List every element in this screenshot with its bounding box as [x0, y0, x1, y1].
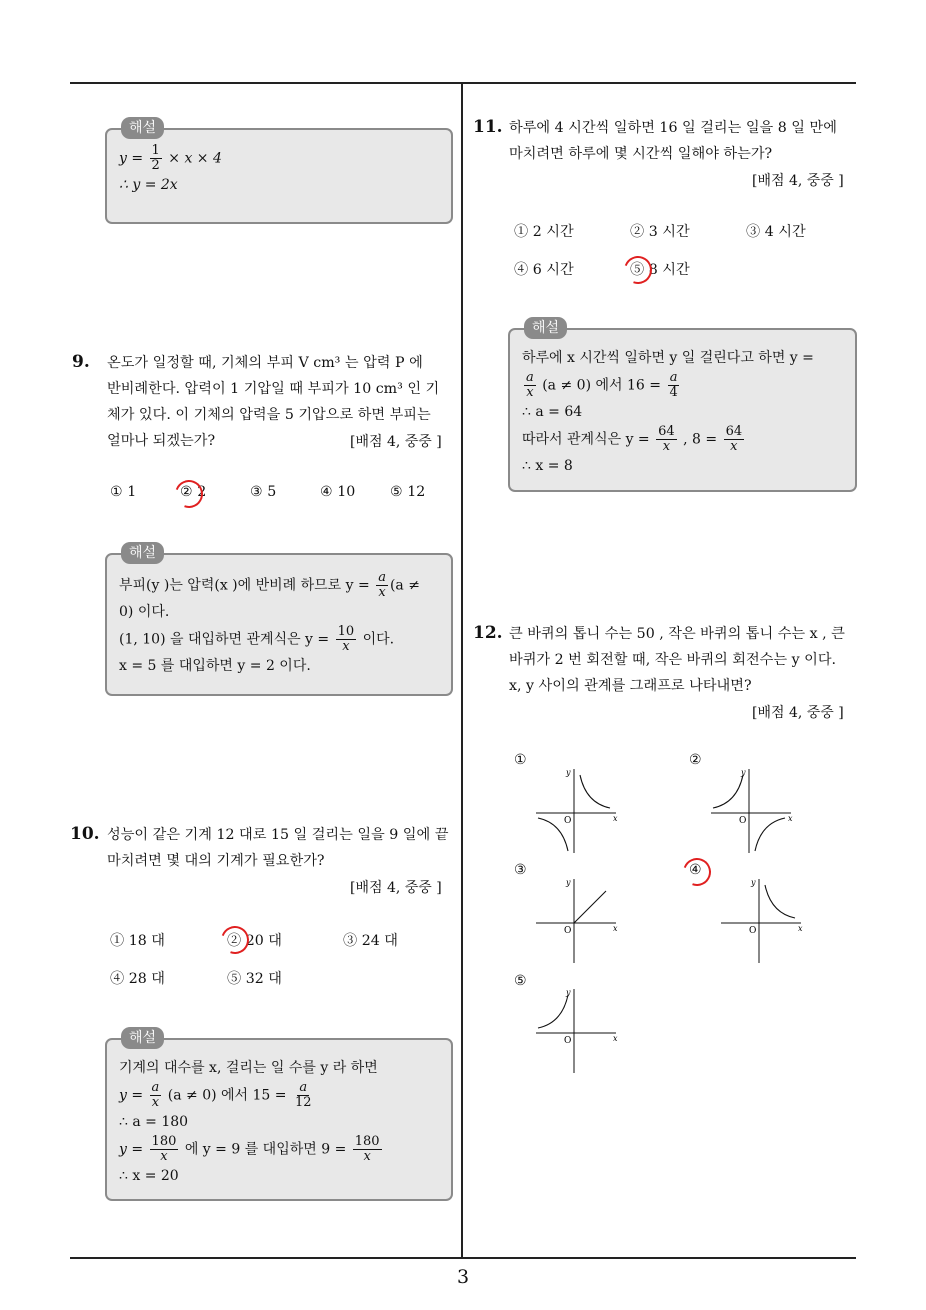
q11-option-3[interactable]: ③ 4 시간: [746, 224, 806, 240]
q12-graph-4[interactable]: [715, 875, 805, 965]
q9-option-5[interactable]: ⑤ 12: [390, 484, 426, 500]
q9-solution-box: [105, 545, 453, 696]
q10-solution-line1: 기계의 대수를 x, 걸리는 일 수를 y 라 하면: [119, 1060, 378, 1076]
solution-tag: 해설: [121, 542, 164, 564]
q10-option-3[interactable]: ③ 24 대: [343, 933, 398, 949]
solution-tag: 해설: [524, 317, 567, 339]
q11-solution-line3: ∴ a = 64: [522, 404, 583, 420]
q10-solution-line5: ∴ x = 20: [119, 1168, 179, 1184]
answer-circle-mark: [216, 921, 253, 958]
q11-number: 11.: [473, 117, 503, 137]
q12-option-5-label[interactable]: ⑤: [514, 973, 527, 989]
y-axis-label: y: [566, 988, 571, 997]
q12-text: 큰 바퀴의 톱니 수는 50 , 작은 바퀴의 톱니 수는 x , 큰 바퀴가 2 번 회전할 때, 작은 바퀴의 회전수는 y 이다. x, y 사이의 관계를 그래프로 나타내면?: [509, 626, 845, 694]
solution-tag: 해설: [121, 117, 164, 139]
q12-option-2-label[interactable]: ②: [689, 752, 702, 768]
y-axis-label: y: [566, 878, 571, 887]
q12-number: 12.: [473, 623, 503, 643]
q8-solution-line1: y = $\frac{1}{2}$ × x × 4: [119, 143, 222, 173]
top-rule: [70, 82, 856, 84]
x-axis-label: x: [613, 814, 618, 823]
q10-solution-box: [105, 1030, 453, 1201]
y-axis-label: y: [566, 768, 571, 777]
q9-text: 온도가 일정할 때, 기체의 부피 V cm³ 는 압력 P 에 반비례한다. 압력이 1 기압일 때 부피가 10 cm³ 인 기 체가 있다. 이 기체의 압력을 5 기압으로 하면 부피는 얼마나 되겠는가?: [107, 355, 440, 449]
fraction: $\frac{1}{2}$: [151, 143, 160, 173]
q11-option-1[interactable]: ① 2 시간: [514, 224, 574, 240]
q11-option-2[interactable]: ② 3 시간: [630, 224, 690, 240]
page-number: 3: [456, 1266, 470, 1288]
q9-option-1[interactable]: ① 1: [110, 484, 137, 500]
q12-score: [배점 4, 중중 ]: [752, 705, 844, 721]
q12-graph-1[interactable]: [530, 765, 620, 855]
q9-score: [배점 4, 중중 ]: [350, 434, 442, 450]
q12-option-1-label[interactable]: ①: [514, 752, 527, 768]
q11-solution-line4: 따라서 관계식은 y = $\frac{64}{x}$ , 8 = $\frac{64}{x}$: [522, 424, 743, 454]
answer-circle-mark: [170, 475, 207, 512]
q11-score: [배점 4, 중중 ]: [752, 173, 844, 189]
q11-text: 하루에 4 시간씩 일하면 16 일 걸리는 일을 8 일 만에 마치려면 하루에 몇 시간씩 일해야 하는가?: [509, 120, 837, 162]
x-axis-label: x: [788, 814, 793, 823]
q8-solution-box: [105, 120, 453, 224]
q12-graph-2[interactable]: [705, 765, 795, 855]
q10-text: 성능이 같은 기계 12 대로 15 일 걸리는 일을 9 일에 끝 마치려면 몇 대의 기계가 필요한가?: [107, 827, 449, 869]
q9-option-4[interactable]: ④ 10: [320, 484, 356, 500]
origin-label: O: [739, 816, 747, 826]
q10-option-2[interactable]: ② 20 대: [227, 933, 282, 949]
q10-solution-line4: y = $\frac{180}{x}$ 에 y = 9 를 대입하면 9 = $\frac{180}{x}$: [119, 1134, 380, 1164]
q12-graph-3[interactable]: [530, 875, 620, 965]
origin-label: O: [749, 926, 757, 936]
q11-option-5[interactable]: ⑤ 8 시간: [630, 262, 690, 278]
q10-number: 10.: [70, 824, 100, 844]
q9-solution-line3: (1, 10) 을 대입하면 관계식은 y = $\frac{10}{x}$ 이다.: [119, 624, 395, 654]
answer-circle-mark: [619, 251, 656, 288]
q9-solution-line1: 부피(y )는 압력(x )에 반비례 하므로 y = $\frac{a}{x}$ (a ≠: [119, 570, 420, 600]
bottom-rule: [70, 1257, 856, 1259]
q11-solution-line2: $\frac{a}{x}$ (a ≠ 0) 에서 16 = $\frac{a}{4}$: [526, 370, 678, 400]
q9-option-2[interactable]: ② 2: [180, 484, 207, 500]
y-axis-label: y: [741, 768, 746, 777]
q11-solution-line5: ∴ x = 8: [522, 458, 573, 474]
q9-solution-line4: x = 5 를 대입하면 y = 2 이다.: [119, 658, 311, 674]
q11-solution-box: [508, 320, 857, 492]
q9-number: 9.: [72, 352, 90, 372]
solution-tag: 해설: [121, 1027, 164, 1049]
q11-solution-line1: 하루에 x 시간씩 일하면 y 일 걸린다고 하면 y =: [522, 350, 814, 366]
q10-score: [배점 4, 중중 ]: [350, 880, 442, 896]
q10-option-1[interactable]: ① 18 대: [110, 933, 165, 949]
x-axis-label: x: [613, 1034, 618, 1043]
q9-solution-line2: 0) 이다.: [119, 604, 170, 620]
q9-option-3[interactable]: ③ 5: [250, 484, 277, 500]
column-divider: [461, 84, 463, 1257]
q8-solution-line2: ∴ y = 2x: [119, 177, 178, 193]
q12-option-3-label[interactable]: ③: [514, 862, 527, 878]
q12-graph-5[interactable]: [530, 985, 620, 1075]
q10-solution-line2: y = $\frac{a}{x}$ (a ≠ 0) 에서 15 = $\frac{a}{12}$: [119, 1080, 312, 1110]
x-axis-label: x: [613, 924, 618, 933]
q10-option-4[interactable]: ④ 28 대: [110, 971, 165, 987]
y-axis-label: y: [751, 878, 756, 887]
origin-label: O: [564, 816, 572, 826]
answer-circle-mark: [678, 853, 715, 890]
q10-solution-line3: ∴ a = 180: [119, 1114, 189, 1130]
origin-label: O: [564, 1036, 572, 1046]
q12-option-4-label[interactable]: ④: [689, 862, 702, 878]
origin-label: O: [564, 926, 572, 936]
x-axis-label: x: [798, 924, 803, 933]
q10-option-5[interactable]: ⑤ 32 대: [227, 971, 282, 987]
q11-option-4[interactable]: ④ 6 시간: [514, 262, 574, 278]
